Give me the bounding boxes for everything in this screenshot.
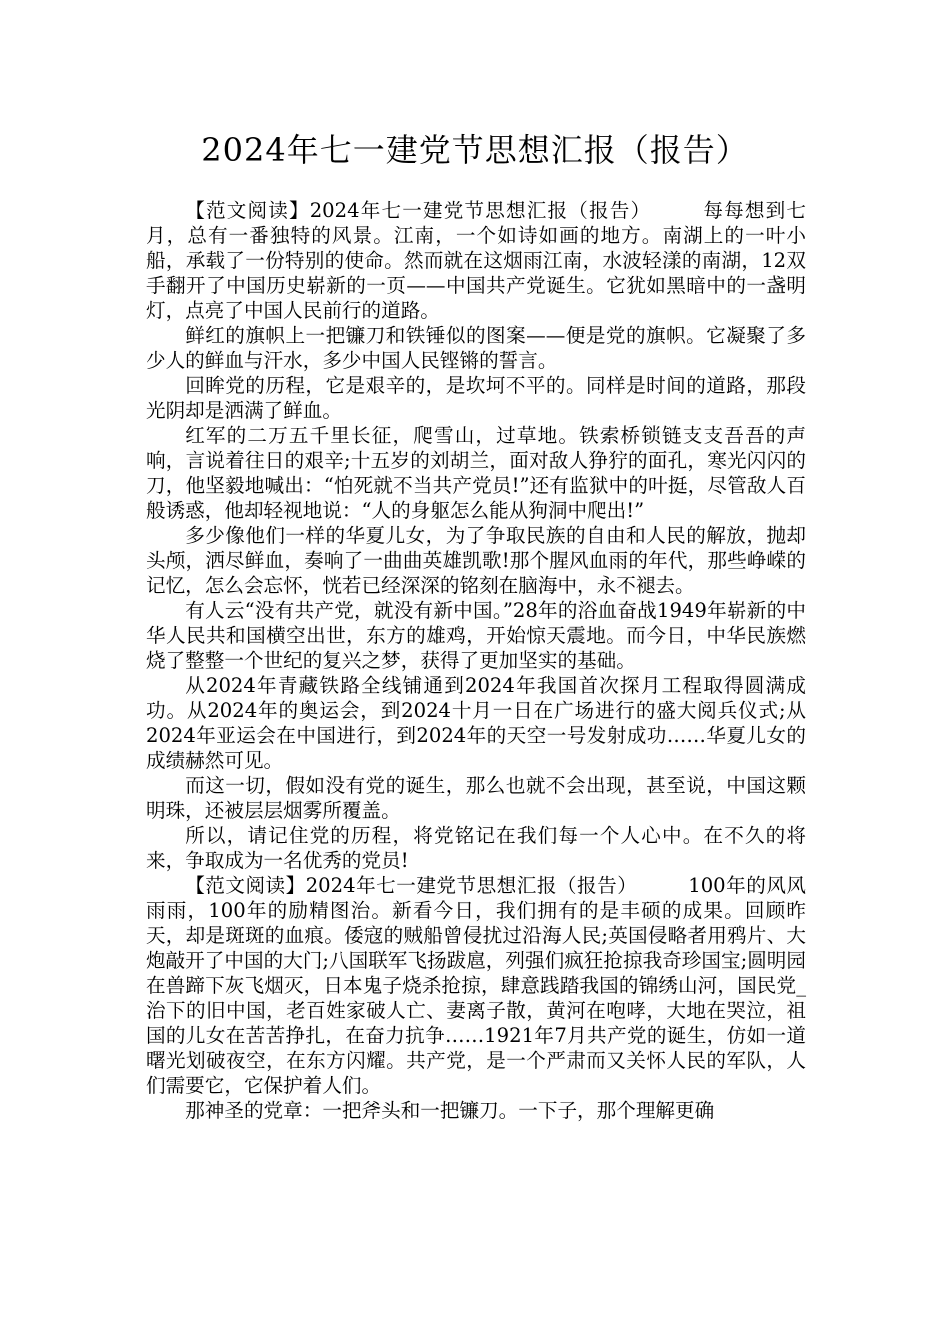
paragraph	[146, 423, 806, 523]
paragraph	[146, 523, 806, 598]
paragraph-text: 所以，请记住党的历程，将党铭记在我们每一个人心中。在不久的将来，争取成为一名优秀的党员!	[146, 824, 806, 872]
paragraph-text: 而这一切，假如没有党的诞生，那么也就不会出现，甚至说，中国这颗明珠，还被层层烟雾所覆盖。	[146, 774, 806, 822]
paragraph-text: 回眸党的历程，它是艰辛的，是坎坷不平的。同样是时间的道路，那段光阴却是洒满了鲜血。	[146, 374, 806, 422]
paragraph-text: 100年的风风雨雨，100年的励精图治。新看今日，我们拥有的是丰硕的成果。回顾昨天，却是斑斑的血痕。倭寇的贼船曾侵扰过沿海人民;英国侵略者用鸦片、大炮敲开了中国的大门;八国联军飞扬跋扈，列强们疯狂抢掠我奇珍国宝;圆明园在兽蹄下灰飞烟灭，日本鬼子烧杀抢掠，肆意践踏我国的锦绣山河，国民党_治下的旧中国，老百姓家破人亡、妻离子散，黄河在咆哮，大地在哭泣，祖国的儿女在苦苦挣扎，在奋力抗争……1921年7月共产党的诞生，仿如一道曙光划破夜空，在东方闪耀。共产党，是一个严肃而又关怀人民的军队，人们需要它，它保护着人们。	[146, 874, 806, 1097]
paragraph	[146, 773, 806, 823]
paragraph-text: 每每想到七月，总有一番独特的风景。江南，一个如诗如画的地方。南湖上的一叶小船，承载了一份特别的使命。然而就在这烟雨江南，水波轻漾的南湖，12双手翻开了中国历史崭新的一页——中国共产党诞生。它犹如黑暗中的一盏明灯，点亮了中国人民前行的道路。	[146, 199, 806, 322]
paragraph-text: 从2024年青藏铁路全线铺通到2024年我国首次探月工程取得圆满成功。从2024年的奥运会，到2024十月一日在广场进行的盛大阅兵仪式;从2024年亚运会在中国进行，到2024年的天空一号发射成功……华夏儿女的成绩赫然可见。	[146, 674, 806, 772]
paragraph	[146, 873, 806, 1098]
paragraph	[146, 823, 806, 873]
paragraph	[146, 1098, 806, 1123]
paragraph-text: 有人云“没有共产党，就没有新中国。”28年的浴血奋战1949年崭新的中华人民共和国横空出世，东方的雄鸡，开始惊天震地。而今日，中华民族燃烧了整整一个世纪的复兴之梦，获得了更加坚实的基础。	[146, 599, 806, 672]
paragraph-text: 红军的二万五千里长征，爬雪山，过草地。铁索桥锁链支支吾吾的声响，言说着往日的艰辛;十五岁的刘胡兰，面对敌人狰狞的面孔，寒光闪闪的刀，他坚毅地喊出：“怕死就不当共产党员!”还有监狱中的叶挺，尽管敌人百般诱惑，他却轻视地说：“人的身躯怎么能从狗洞中爬出!”	[146, 424, 806, 522]
paragraph	[146, 198, 806, 323]
document-body	[146, 198, 806, 1123]
paragraph-text: 多少像他们一样的华夏儿女，为了争取民族的自由和人民的解放，抛却头颅，洒尽鲜血，奏响了一曲曲英雄凯歌!那个腥风血雨的年代，那些峥嵘的记忆，怎么会忘怀，恍若已经深深的铭刻在脑海中，永不褪去。	[146, 524, 806, 597]
paragraph	[146, 673, 806, 773]
paragraph-lead: 【范文阅读】2024年七一建党节思想汇报（报告）	[185, 874, 638, 897]
paragraph	[146, 598, 806, 673]
paragraph-text: 那神圣的党章：一把斧头和一把镰刀。一下子，那个理解更确	[185, 1099, 715, 1122]
paragraph	[146, 323, 806, 373]
paragraph	[146, 373, 806, 423]
paragraph-lead: 【范文阅读】2024年七一建党节思想汇报（报告）	[185, 199, 652, 222]
document-title: 2024年七一建党节思想汇报（报告）	[201, 131, 749, 169]
paragraph-text: 鲜红的旗帜上一把镰刀和铁锤似的图案——便是党的旗帜。它凝聚了多少人的鲜血与汗水，多少中国人民铿锵的誓言。	[146, 324, 806, 372]
